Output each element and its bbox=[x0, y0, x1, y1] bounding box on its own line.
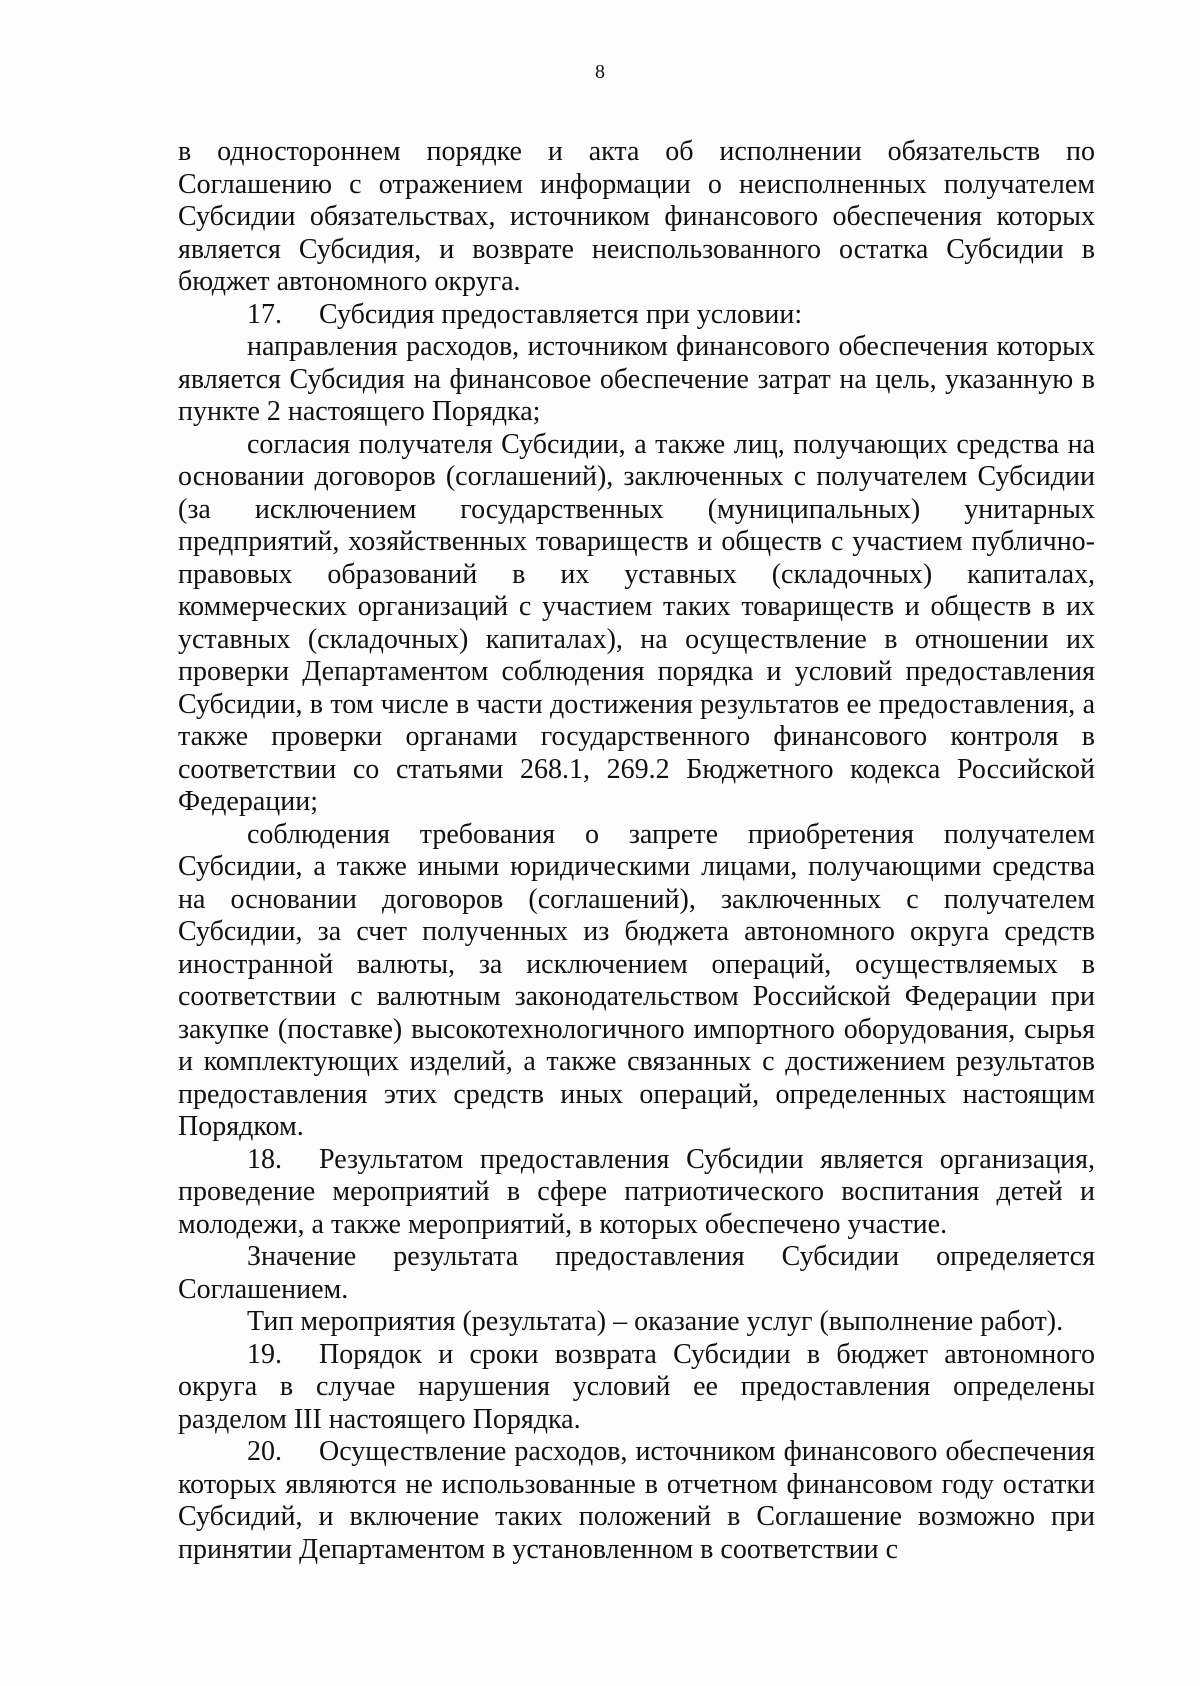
condition-expenses bbox=[178, 331, 1095, 429]
page-number: 8 bbox=[595, 61, 605, 83]
paragraph-text: Тип мероприятия (результата) – оказание услуг (выполнение работ). bbox=[247, 1306, 1064, 1337]
document-body bbox=[178, 136, 1095, 1566]
clause-18 bbox=[178, 1144, 1095, 1242]
clause-number: 19. bbox=[247, 1338, 282, 1370]
condition-consent bbox=[178, 429, 1095, 819]
clause-17 bbox=[178, 299, 1095, 332]
clause-number: 20. bbox=[247, 1436, 282, 1467]
event-type bbox=[178, 1306, 1095, 1339]
clause-20 bbox=[178, 1436, 1095, 1566]
condition-currency-ban bbox=[178, 819, 1095, 1144]
clause-number: 17. bbox=[247, 298, 282, 330]
result-value bbox=[178, 1241, 1095, 1306]
paragraph-text: Субсидия предоставляется при условии: bbox=[319, 298, 803, 330]
paragraph-text: Осуществление расходов, источником финансового обеспечения которых являются не использованные в отчетном финансовом году остатки Субсидий, и включение таких положений в Соглашение возможно при принятии Департаментом в установленном в соответствии с bbox=[178, 1436, 1095, 1565]
clause-number: 18. bbox=[247, 1143, 282, 1175]
paragraph-text: в одностороннем порядке и акта об исполнении обязательств по Соглашению с отражением информации о неисполненных получателем Субсидии обязательствах, источником финансового обеспечения которых является Субсидия, и возврате неиспользованного остатка Субсидии в бюджет автономного округа. bbox=[178, 136, 1095, 297]
paragraph-continuation bbox=[178, 136, 1095, 299]
paragraph-text: согласия получателя Субсидии, а также лиц, получающих средства на основании договоров (соглашений), заключенных с получателем Субсидии (за исключением государственных (муниципальных) унитарных предприятий, хозяйственных товариществ и обществ с участием публично-правовых образований в их уставных (складочных) капиталах, коммерческих организаций с участием таких товариществ и обществ в их уставных (складочных) капиталах), на осуществление в отношении их проверки Департаментом соблюдения порядка и условий предоставления Субсидии, в том числе в части достижения результатов ее предоставления, а также проверки органами государственного финансового контроля в соответствии со статьями 268.1, 269.2 Бюджетного кодекса Российской Федерации; bbox=[178, 428, 1095, 817]
paragraph-text: направления расходов, источником финансового обеспечения которых является Субсидия на финансовое обеспечение затрат на цель, указанную в пункте 2 настоящего Порядка; bbox=[178, 331, 1095, 427]
paragraph-text: соблюдения требования о запрете приобретения получателем Субсидии, а также иными юридическими лицами, получающими средства на основании договоров (соглашений), заключенных с получателем Субсидии, за счет полученных из бюджета автономного округа средств иностранной валюты, за исключением операций, осуществляемых в соответствии с валютным законодательством Российской Федерации при закупке (поставке) высокотехнологичного импортного оборудования, сырья и комплектующих изделий, а также связанных с достижением результатов предоставления этих средств иных операций, определенных настоящим Порядком. bbox=[178, 818, 1095, 1142]
paragraph-text: Значение результата предоставления Субсидии определяется Соглашением. bbox=[178, 1241, 1095, 1305]
paragraph-text: Порядок и сроки возврата Субсидии в бюджет автономного округа в случае нарушения условий ее предоставления определены разделом III настоящего Порядка. bbox=[178, 1338, 1095, 1435]
paragraph-text: Результатом предоставления Субсидии является организация, проведение мероприятий в сфере патриотического воспитания детей и молодежи, а также мероприятий, в которых обеспечено участие. bbox=[178, 1143, 1095, 1240]
clause-19 bbox=[178, 1339, 1095, 1437]
